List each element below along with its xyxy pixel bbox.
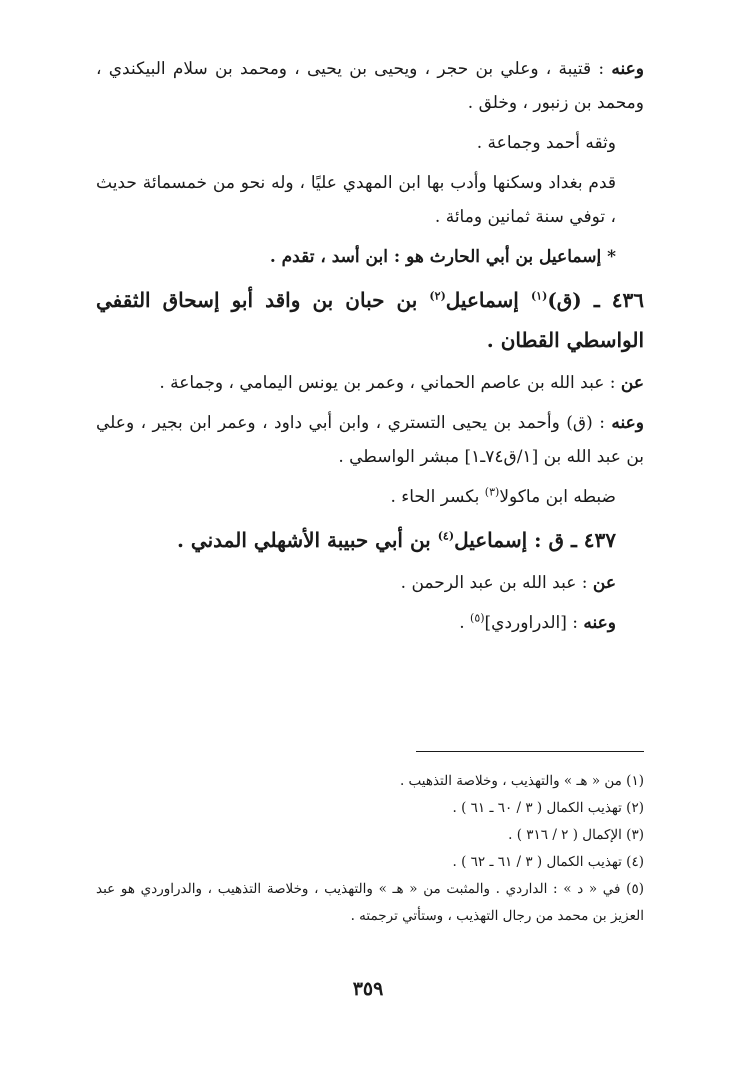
entry-heading-436 — [96, 280, 644, 360]
lead-word: وعنه — [583, 613, 616, 633]
entry-number: ٤٣٦ ـ (ق) — [547, 288, 644, 312]
entry-heading-437 — [96, 520, 644, 560]
footnote: (٣) الإكمال ( ٢ / ٣١٦ ) . — [508, 827, 644, 843]
paragraph-text: . — [459, 613, 471, 633]
paragraph-text: : عبد الله بن عبد الرحمن . — [400, 573, 588, 593]
paragraph-text: بكسر الحاء . — [390, 487, 485, 507]
footnote-ref: (٤) — [437, 529, 455, 543]
entry-name: إسماعيل — [445, 288, 531, 312]
footnote: (٥) في « د » : الداردي . والمثبت من « هـ » والتهذيب ، وخلاصة التذهيب ، والدراوردي هو عبد العزيز بن محمد من رجال التهذيب ، وستأتي ترجمته . — [96, 881, 644, 924]
page-number: ٣٥٩ — [352, 978, 384, 1000]
cross-reference: * إسماعيل بن أبي الحارث هو : ابن أسد ، تقدم . — [269, 247, 616, 267]
footnotes — [96, 768, 644, 930]
paragraph-text: : [الدراوردي] — [484, 613, 578, 633]
lead-word: وعنه — [611, 413, 644, 433]
footnote-ref: (٣) — [484, 485, 500, 499]
paragraph-students-437 — [96, 606, 644, 640]
entry-name: ٤٣٧ ـ ق : إسماعيل — [454, 528, 616, 552]
footnote-ref: (٥) — [470, 611, 485, 625]
paragraph-text: ضبطه ابن ماكولا — [499, 487, 616, 507]
lead-word: وعنه — [611, 59, 644, 79]
main-text — [96, 52, 644, 646]
paragraph-vocalization — [96, 480, 644, 514]
lead-word: عن — [620, 373, 644, 393]
footnote-divider — [416, 751, 644, 752]
paragraph-bio: قدم بغداد وسكنها وأدب بها ابن المهدي عليًا ، وله نحو من خمسمائة حديث ، توفي سنة ثمانين ومائة . — [96, 173, 616, 227]
paragraph-text: : قتيبة ، وعلي بن حجر ، ويحيى بن يحيى ، ومحمد بن سلام البيكندي ، ومحمد بن زنبور ، وخلق . — [96, 59, 644, 113]
footnote-ref: (١) — [530, 289, 548, 303]
paragraph-text: : عبد الله بن عاصم الحماني ، وعمر بن يونس اليمامي ، وجماعة . — [159, 373, 616, 393]
footnote: (١) من « هـ » والتهذيب ، وخلاصة التذهيب . — [399, 773, 644, 789]
footnote: (٤) تهذيب الكمال ( ٣ / ٦١ ـ ٦٢ ) . — [452, 854, 644, 870]
paragraph-teachers-437 — [96, 566, 644, 600]
entry-lineage: بن أبي حبيبة الأشهلي المدني . — [177, 528, 438, 552]
footnote: (٢) تهذيب الكمال ( ٣ / ٦٠ ـ ٦١ ) . — [452, 800, 644, 816]
entry-lineage: بن حبان بن واقد أبو إسحاق الثقفي الواسطي القطان . — [96, 288, 644, 352]
paragraph-text: : (ق) وأحمد بن يحيى التستري ، وابن أبي داود ، وعمر ابن بجير ، وعلي بن عبد الله بن [١/ق٧٤ـ١] مبشر الواسطي . — [96, 413, 644, 467]
lead-word: عن — [592, 573, 616, 593]
paragraph-trust: وثقه أحمد وجماعة . — [476, 133, 616, 153]
paragraph-narrators-from — [96, 52, 644, 120]
paragraph-students — [96, 406, 644, 474]
footnote-ref: (٢) — [429, 289, 446, 303]
paragraph-teachers — [96, 366, 644, 400]
